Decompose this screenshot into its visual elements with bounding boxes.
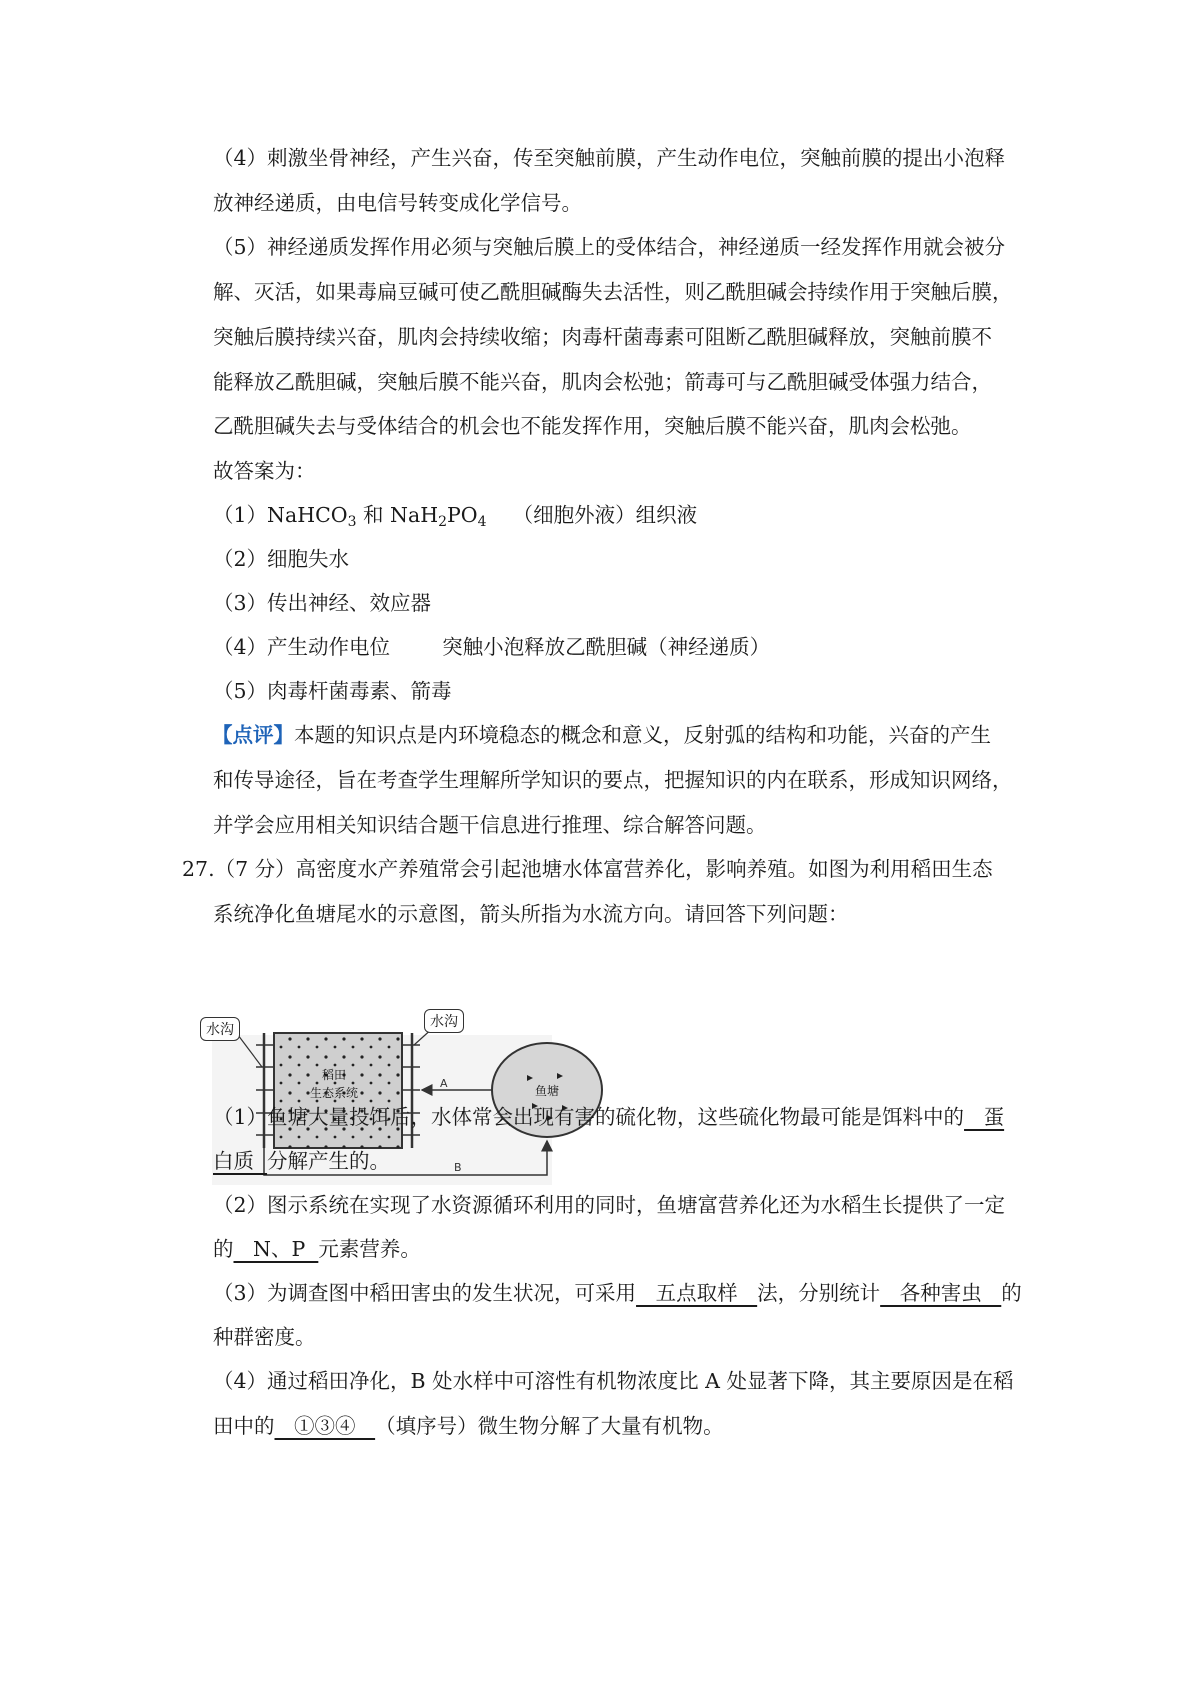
sub-question-1-text: （1）鱼塘大量投饵后，水体常会出现有害的硫化物，这些硫化物最可能是饵料中的 bbox=[213, 1105, 965, 1129]
comment-line: 和传导途径，旨在考查学生理解所学知识的要点，把握知识的内在联系，形成知识网络， bbox=[213, 768, 1013, 792]
comment-line: 并学会应用相关知识结合题干信息进行推理、综合解答问题。 bbox=[213, 813, 767, 837]
sub-question-2-cont bbox=[213, 1234, 421, 1264]
right-ditch-label: 水沟 bbox=[424, 1009, 464, 1033]
subscript: 4 bbox=[477, 514, 487, 530]
question-27-stem: 27.（7 分）高密度水产养殖常会引起池塘水体富营养化，影响养殖。如图为利用稻田生态 bbox=[182, 857, 993, 881]
arrow-b-label: B bbox=[454, 1161, 462, 1174]
paragraph-line: 放神经递质，由电信号转变成化学信号。 bbox=[213, 191, 582, 215]
subscript: 2 bbox=[438, 514, 447, 530]
paragraph-line: 乙酰胆碱失去与受体结合的机会也不能发挥作用，突触后膜不能兴奋，肌肉会松弛。 bbox=[213, 414, 972, 438]
sub-question-4: （4）通过稻田净化，B 处水样中可溶性有机物浓度比 A 处显著下降，其主要原因是在稻 bbox=[213, 1369, 1014, 1393]
comment-line bbox=[212, 720, 991, 750]
answer-blank: 五点取样 bbox=[636, 1281, 758, 1305]
sub-question-3-cont: 种群密度。 bbox=[213, 1325, 316, 1349]
sub-question-4-text: 田中的 bbox=[213, 1414, 275, 1438]
sub-question-1-text: 分解产生的。 bbox=[267, 1149, 391, 1173]
subscript: 3 bbox=[347, 514, 357, 530]
sub-question-1-cont bbox=[213, 1146, 390, 1176]
answer-blank: 各种害虫 bbox=[880, 1281, 1002, 1305]
arrow-a-label: A bbox=[440, 1077, 448, 1090]
field-label: 生态系统 bbox=[309, 1086, 359, 1100]
paragraph-line: （5）神经递质发挥作用必须与突触后膜上的受体结合，神经递质一经发挥作用就会被分 bbox=[213, 235, 1006, 259]
paragraph-line: 突触后膜持续兴奋，肌肉会持续收缩；肉毒杆菌毒素可阻断乙酰胆碱释放，突触前膜不 bbox=[213, 325, 992, 349]
answer-blank: 白质 bbox=[213, 1149, 268, 1173]
comment-tag: 【点评】 bbox=[212, 723, 294, 747]
answer-1 bbox=[213, 500, 697, 530]
comment-text: 本题的知识点是内环境稳态的概念和意义，反射弧的结构和功能，兴奋的产生 bbox=[294, 723, 991, 747]
answer-1-suffix: （细胞外液）组织液 bbox=[486, 503, 698, 527]
sub-question-3-text: 的 bbox=[1001, 1281, 1022, 1305]
sub-question-4-cont bbox=[213, 1411, 724, 1441]
answer-2: （2）细胞失水 bbox=[213, 547, 350, 571]
answer-blank: 蛋 bbox=[964, 1105, 1005, 1129]
sub-question-2: （2）图示系统在实现了水资源循环利用的同时，鱼塘富营养化还为水稻生长提供了一定 bbox=[213, 1193, 1006, 1217]
sub-question-4-text: （填序号）微生物分解了大量有机物。 bbox=[375, 1414, 724, 1438]
pond-label: 鱼塘 bbox=[534, 1084, 560, 1098]
sub-question-3-text: （3）为调查图中稻田害虫的发生状况，可采用 bbox=[213, 1281, 637, 1305]
paragraph-line: （4）刺激坐骨神经，产生兴奋，传至突触前膜，产生动作电位，突触前膜的提出小泡释 bbox=[213, 146, 1006, 170]
answer-4: （4）产生动作电位 突触小泡释放乙酰胆碱（神经递质） bbox=[213, 635, 771, 659]
answer-1-prefix: （1）NaHCO bbox=[213, 503, 348, 527]
paragraph-line: 能释放乙酰胆碱，突触后膜不能兴奋，肌肉会松弛；箭毒可与乙酰胆碱受体强力结合， bbox=[213, 370, 992, 394]
answer-1-mid2: PO bbox=[447, 503, 478, 527]
question-27-stem: 系统净化鱼塘尾水的示意图，箭头所指为水流方向。请回答下列问题： bbox=[213, 902, 849, 926]
answer-3: （3）传出神经、效应器 bbox=[213, 591, 432, 615]
answer-1-mid: 和 NaH bbox=[356, 503, 439, 527]
answer-5: （5）肉毒杆菌毒素、箭毒 bbox=[213, 679, 452, 703]
sub-question-1 bbox=[213, 1102, 1004, 1132]
answer-blank: N、P bbox=[233, 1237, 319, 1261]
sub-question-2-text: 的 bbox=[213, 1237, 234, 1261]
answer-blank: ①③④ bbox=[274, 1414, 376, 1438]
paragraph-line: 解、灭活，如果毒扁豆碱可使乙酰胆碱酶失去活性，则乙酰胆碱会持续作用于突触后膜， bbox=[213, 280, 1013, 304]
sub-question-2-text: 元素营养。 bbox=[318, 1237, 421, 1261]
answer-intro: 故答案为： bbox=[213, 459, 316, 483]
field-label: 稻田 bbox=[321, 1068, 347, 1082]
sub-question-3 bbox=[213, 1278, 1022, 1308]
sub-question-3-text: 法，分别统计 bbox=[757, 1281, 881, 1305]
left-ditch-label: 水沟 bbox=[200, 1017, 240, 1041]
